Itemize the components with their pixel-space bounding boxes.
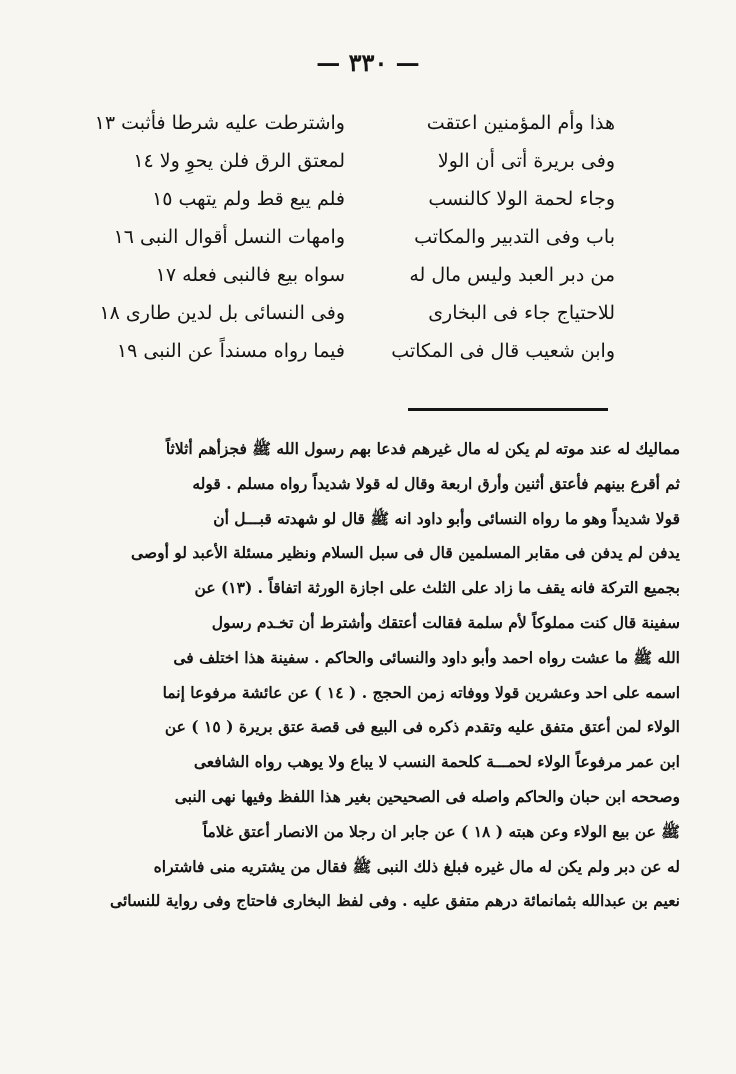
verse xyxy=(95,256,615,294)
verse-second-hemistich: سواه بيع فالنبى فعله ١٧ xyxy=(155,264,345,286)
verse-first-hemistich: وفى بريرة أتى أن الولا xyxy=(437,150,615,172)
verse-first-hemistich: للاحتياج جاء فى البخارى xyxy=(428,302,615,324)
verse-first-hemistich: من دبر العبد وليس مال له xyxy=(409,264,615,286)
verse-second-hemistich: وفى النسائى بل لدين طارى ١٨ xyxy=(99,302,345,324)
commentary-line: اسمه على احد وعشرين قولا ووفاته زمن الحجج . ( ١٤ ) عن عائشة مرفوعا إنما xyxy=(162,682,680,702)
commentary-line: نعيم بن عبدالله بثمانمائة درهم متفق عليه . وفى لفظ البخارى فاحتاج وفى رواية للنسائى xyxy=(110,891,680,911)
commentary-line: الولاء لمن أعتق متفق عليه وتقدم ذكره فى البيع فى قصة عتق بريرة ( ١٥ ) عن xyxy=(164,717,680,737)
verse-second-hemistich: فيما رواه مسنداً عن النبى ١٩ xyxy=(116,340,345,362)
verse-second-hemistich: واشترطت عليه شرطا فأثبت ١٣ xyxy=(95,112,345,134)
commentary-line: سفينة قال كنت مملوكاً لأم سلمة فقالت أعتقك وأشترط أن تخـدم رسول xyxy=(211,612,680,632)
verse xyxy=(95,218,615,256)
verse-second-hemistich: وامهات النسل أقوال النبى ١٦ xyxy=(113,226,345,248)
commentary-line: ابن عمر مرفوعاً الولاء لحمـــة كلحمة النسب لا يباع ولا يوهب رواه الشافعى xyxy=(193,752,680,772)
commentary-line: وصححه ابن حبان والحاكم واصله فى الصحيحين بغير هذا اللفظ وفيها نهى النبى xyxy=(174,786,680,806)
commentary-line: بجميع التركة فانه يقف ما زاد على الثلث على اجازة الورثة اتفاقاً . (١٣) عن xyxy=(194,578,680,598)
verse-first-hemistich: وجاء لحمة الولا كالنسب xyxy=(428,188,615,210)
verse-first-hemistich: وابن شعيب قال فى المكاتب xyxy=(391,340,615,362)
page-number: — ٣٣٠ — xyxy=(316,48,420,77)
commentary-line: يدفن لم يدفن فى مقابر المسلمين قال فى سبل السلام ونظير مسئلة الأعبد لو أوصى xyxy=(131,543,680,563)
section-divider xyxy=(408,408,608,411)
poem-block xyxy=(95,104,615,370)
verse-second-hemistich: لمعتق الرق فلن يحوِ ولا ١٤ xyxy=(133,150,345,172)
verse-first-hemistich: هذا وأم المؤمنين اعتقت xyxy=(426,112,615,134)
verse xyxy=(95,294,615,332)
commentary-block xyxy=(60,432,680,919)
verse xyxy=(95,332,615,370)
verse xyxy=(95,104,615,142)
commentary-line: الله ﷺ ما عشت رواه احمد وأبو داود والنسائى والحاكم . سفينة هذا اختلف فى xyxy=(173,647,680,667)
verse xyxy=(95,142,615,180)
verse xyxy=(95,180,615,218)
verse-first-hemistich: باب وفى التدبير والمكاتب xyxy=(414,226,615,248)
commentary-line: ثم أقرع بينهم فأعتق أثنين وأرق اربعة وقال له قولا شديداً رواه مسلم . قوله xyxy=(192,473,680,493)
commentary-line: مماليك له عند موته لم يكن له مال غيرهم فدعا بهم رسول الله ﷺ فجزأهم أثلاثاً xyxy=(165,439,680,458)
verse-second-hemistich: فلم يبع قط ولم يتهب ١٥ xyxy=(152,188,345,210)
commentary-line: ﷺ عن بيع الولاء وعن هبته ( ١٨ ) عن جابر ان رجلا من الانصار أعتق غلاماً xyxy=(202,821,680,841)
commentary-line: قولا شديداً وهو ما رواه النسائى وأبو داود انه ﷺ قال لو شهدته قبـــل أن xyxy=(213,508,680,528)
commentary-line: له عن دبر ولم يكن له مال غيره فبلغ ذلك النبى ﷺ فقال من يشتريه منى فاشتراه xyxy=(153,856,680,876)
